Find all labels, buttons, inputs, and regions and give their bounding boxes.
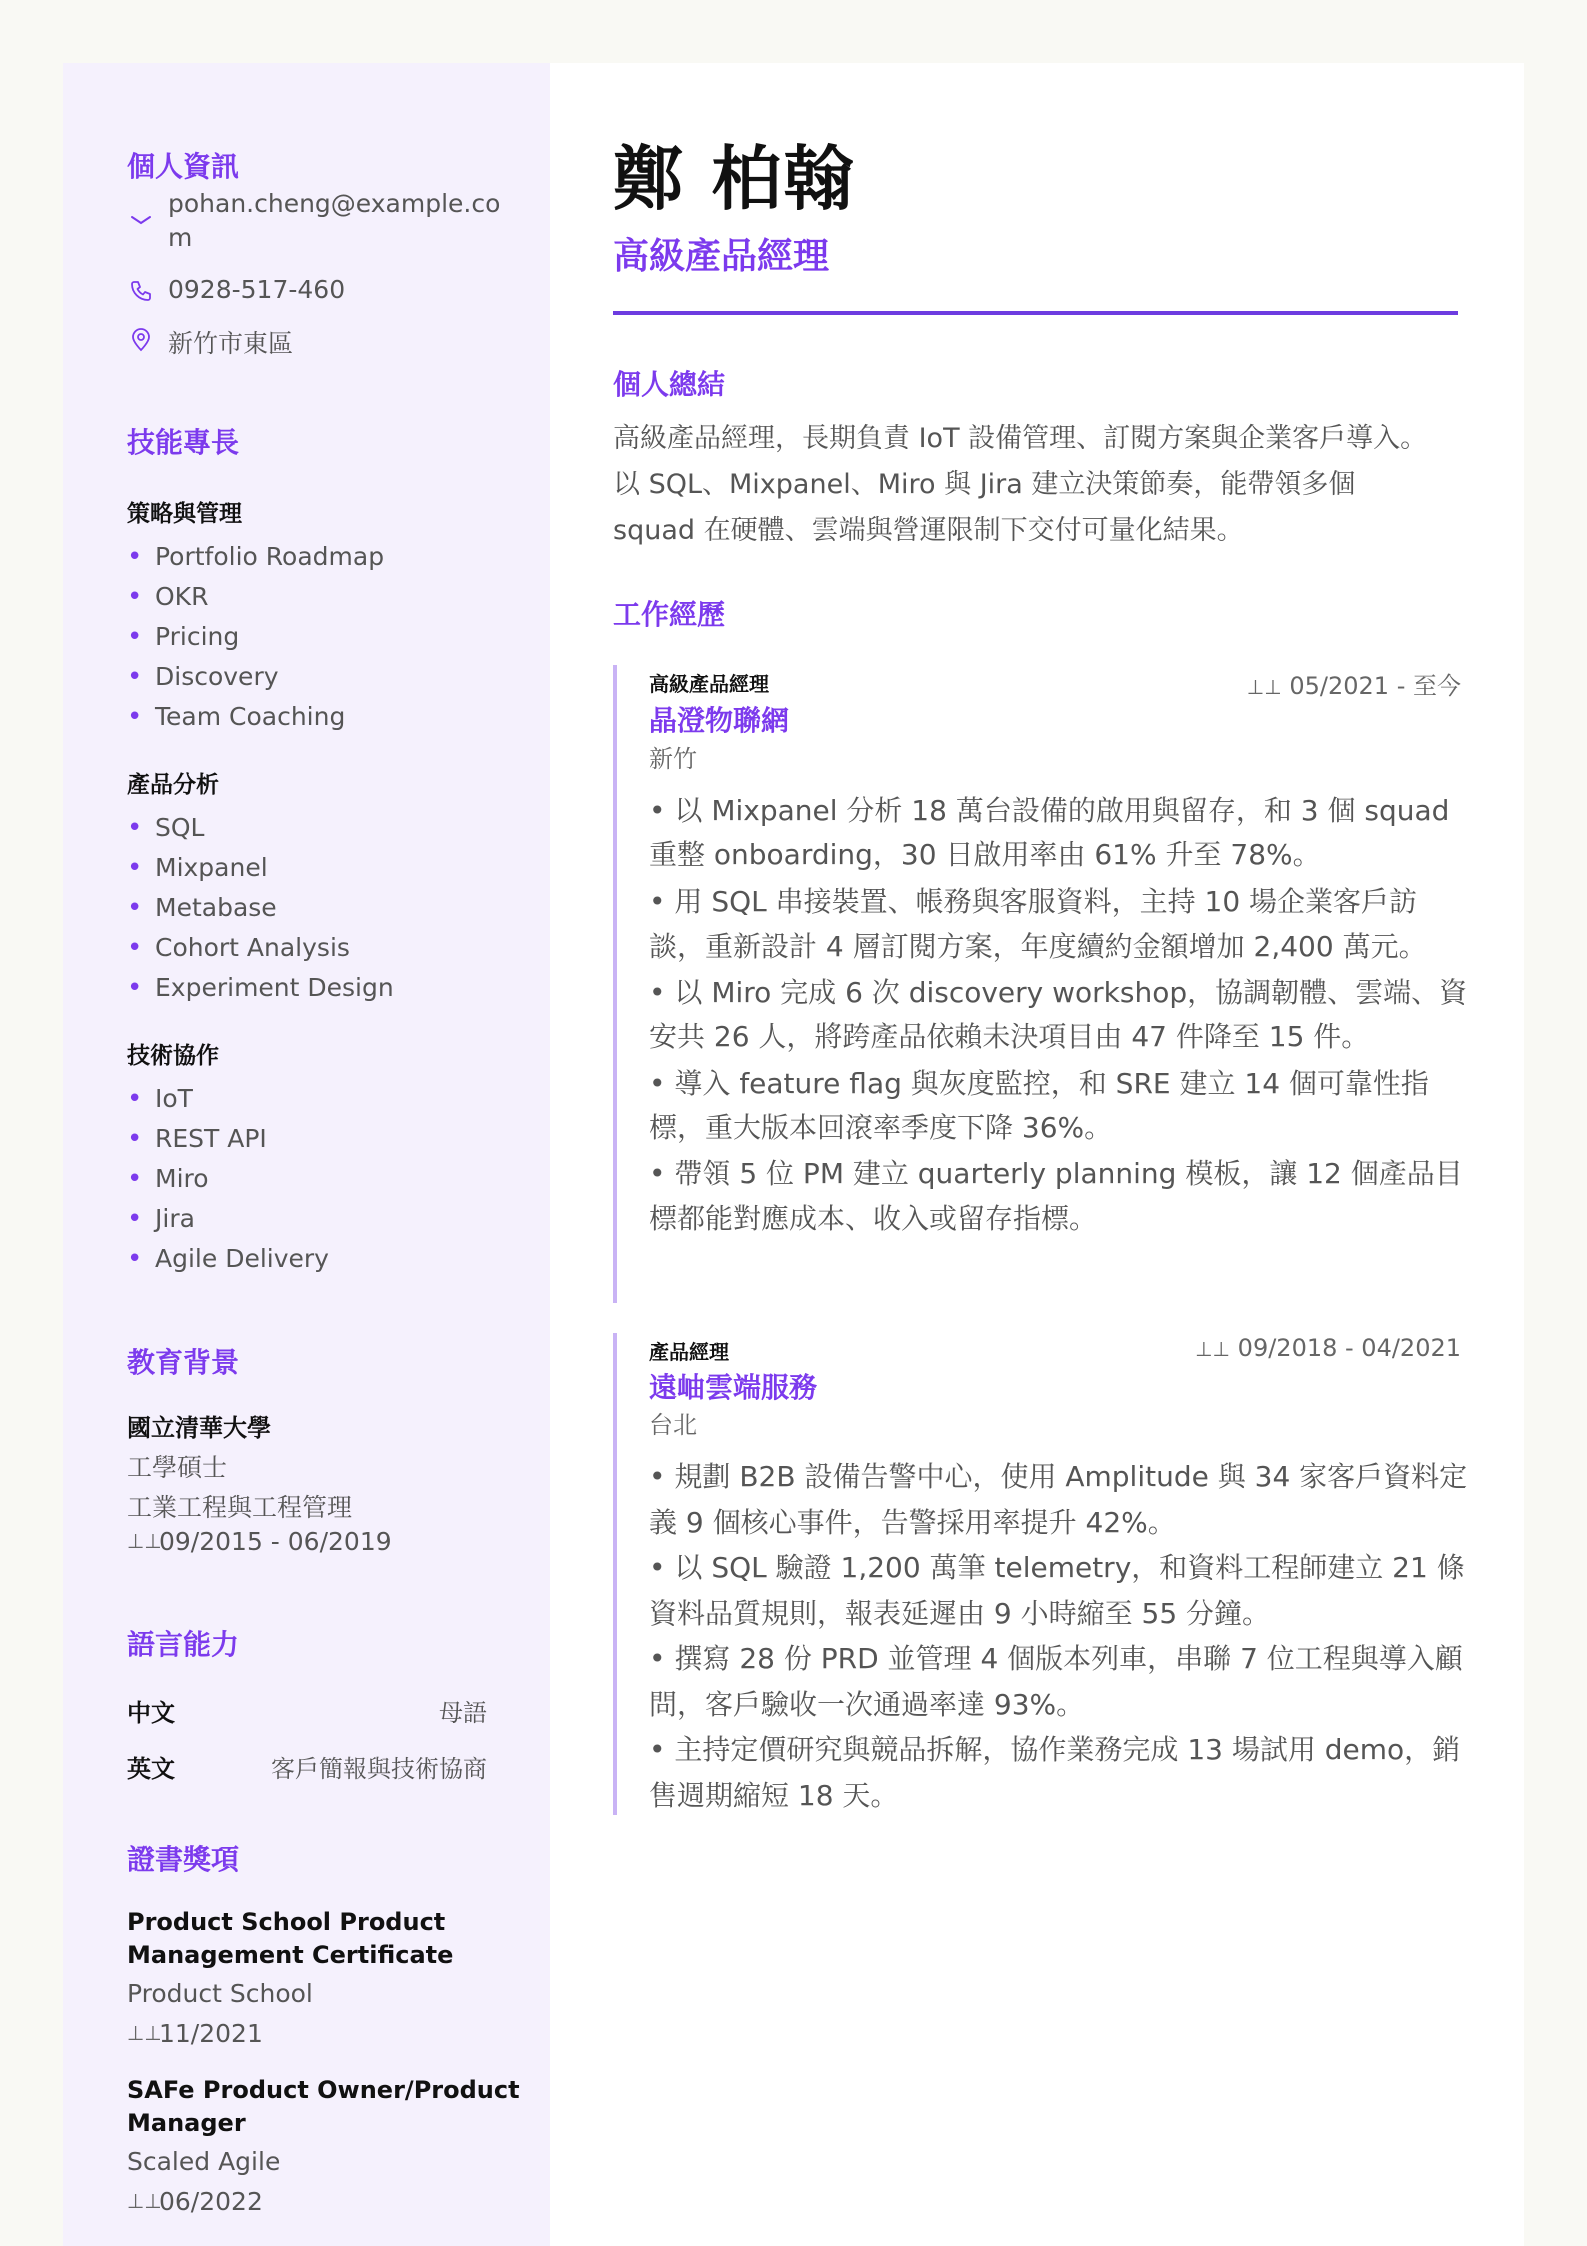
company-name: 晶澄物聯網 xyxy=(649,704,790,737)
certificates-title: 證書獎項 xyxy=(127,1843,240,1876)
summary-line: squad 在硬體、雲端與營運限制下交付可量化結果。 xyxy=(613,515,1244,546)
calendar-icon: ⊥⊥ xyxy=(1246,675,1282,699)
cert-name: Management Certificate xyxy=(127,1941,454,1969)
experience-title: 工作經歷 xyxy=(613,598,726,631)
summary-line: 高級產品經理，長期負責 IoT 設備管理、訂閱方案與企業客戶導入。 xyxy=(613,423,1428,454)
bullet: • xyxy=(127,1164,143,1194)
skill-item: Pricing xyxy=(155,622,240,651)
job-bullet-line: 重整 onboarding，30 日啟用率由 61% 升至 78%。 xyxy=(649,838,1321,871)
job-bullet-line: • 用 SQL 串接裝置、帳務與客服資料，主持 10 場企業客戶訪 xyxy=(649,885,1418,918)
bullet: • xyxy=(127,813,143,843)
skills-title: 技能專長 xyxy=(127,426,240,459)
job-bullet-line: 標都能對應成本、收入或留存指標。 xyxy=(649,1202,1098,1235)
skill-item: IoT xyxy=(155,1084,193,1113)
bullet: • xyxy=(127,1084,143,1114)
job-bullet-line: 資料品質規則，報表延遲由 9 小時縮至 55 分鐘。 xyxy=(649,1597,1271,1630)
skill-item: Cohort Analysis xyxy=(155,933,350,962)
email-line-1[interactable]: pohan.cheng@example.co xyxy=(168,189,501,218)
bullet: • xyxy=(127,933,143,963)
job-bullet-line: 售週期縮短 18 天。 xyxy=(649,1779,899,1812)
calendar-icon: ⊥⊥ xyxy=(127,1529,162,1553)
person-name: 鄭 柏翰 xyxy=(613,138,856,220)
school-name: 國立清華大學 xyxy=(127,1414,271,1442)
skill-item: Experiment Design xyxy=(155,973,394,1002)
education-title: 教育背景 xyxy=(127,1346,240,1379)
skill-item: SQL xyxy=(155,813,205,842)
job-bullet-line: 談，重新設計 4 層訂閱方案，年度續約金額增加 2,400 萬元。 xyxy=(649,930,1427,963)
summary-line: 以 SQL、Mixpanel、Miro 與 Jira 建立決策節奏，能帶領多個 xyxy=(613,469,1356,500)
bullet: • xyxy=(127,1124,143,1154)
mail-icon xyxy=(129,208,153,232)
location-pin-icon xyxy=(129,328,153,352)
bullet: • xyxy=(127,702,143,732)
skill-item: Miro xyxy=(155,1164,209,1193)
cert-name: Manager xyxy=(127,2109,246,2137)
bullet: • xyxy=(127,662,143,692)
language-level: 客戶簡報與技術協商 xyxy=(271,1755,487,1783)
skill-item: Jira xyxy=(155,1204,195,1233)
degree: 工學碩士 xyxy=(127,1453,228,1482)
cert-date: 11/2021 xyxy=(159,2019,263,2048)
skill-item: Metabase xyxy=(155,893,277,922)
cert-issuer: Product School xyxy=(127,1979,313,2008)
job-role: 高級產品經理 xyxy=(649,672,769,696)
calendar-icon: ⊥⊥ xyxy=(127,2189,162,2213)
job-role: 產品經理 xyxy=(649,1340,729,1364)
bullet: • xyxy=(127,582,143,612)
email-line-2[interactable]: m xyxy=(168,223,193,252)
language-name: 英文 xyxy=(127,1755,175,1783)
cert-name: Product School Product xyxy=(127,1908,446,1936)
skill-item: Agile Delivery xyxy=(155,1244,329,1273)
bullet: • xyxy=(127,973,143,1003)
cert-name: SAFe Product Owner/Product xyxy=(127,2076,520,2104)
job-bullet-line: • 規劃 B2B 設備告警中心，使用 Amplitude 與 34 家客戶資料定 xyxy=(649,1460,1468,1493)
job-dates xyxy=(1247,666,1461,701)
job-bullet-line: 義 9 個核心事件，告警採用率提升 42%。 xyxy=(649,1506,1176,1539)
cert-issuer: Scaled Agile xyxy=(127,2147,281,2176)
skill-item: Discovery xyxy=(155,662,279,691)
job-bullet-line: 問，客戶驗收一次通過率達 93%。 xyxy=(649,1688,1085,1721)
skill-item: OKR xyxy=(155,582,209,611)
personal-info-title: 個人資訊 xyxy=(127,150,240,183)
job-bullet-line: • 帶領 5 位 PM 建立 quarterly planning 模板，讓 12 個產品目 xyxy=(649,1157,1463,1190)
main-content xyxy=(550,63,1524,2246)
job-bullet-line: • 以 SQL 驗證 1,200 萬筆 telemetry，和資料工程師建立 21 條 xyxy=(649,1551,1465,1584)
bullet: • xyxy=(127,542,143,572)
job-location: 新竹 xyxy=(649,745,697,773)
calendar-icon: ⊥⊥ xyxy=(1195,1337,1231,1361)
skill-group-title: 技術協作 xyxy=(127,1043,219,1069)
skill-item: Portfolio Roadmap xyxy=(155,542,385,571)
education-dates: 09/2015 - 06/2019 xyxy=(159,1527,392,1556)
location-text: 新竹市東區 xyxy=(168,329,294,358)
major: 工業工程與工程管理 xyxy=(127,1493,353,1522)
job-date-text: 09/2018 - 04/2021 xyxy=(1237,1334,1461,1362)
job-bullet-line: • 以 Miro 完成 6 次 discovery workshop，協調韌體、雲端、資 xyxy=(649,976,1468,1009)
header-divider xyxy=(613,311,1458,315)
job-bullet-line: 標，重大版本回滾率季度下降 36%。 xyxy=(649,1111,1113,1144)
bullet: • xyxy=(127,1204,143,1234)
language-name: 中文 xyxy=(127,1699,175,1727)
sidebar xyxy=(63,63,550,2246)
job-accent-bar xyxy=(613,665,617,1303)
company-name: 遠岫雲端服務 xyxy=(649,1371,818,1404)
calendar-icon: ⊥⊥ xyxy=(127,2021,162,2045)
resume-page xyxy=(63,63,1524,2246)
skill-item: REST API xyxy=(155,1124,267,1153)
phone-text[interactable]: 0928-517-460 xyxy=(168,275,346,304)
job-dates xyxy=(1195,1334,1461,1362)
job-date-text: 05/2021 - 至今 xyxy=(1289,672,1461,700)
job-bullet-line: • 撰寫 28 份 PRD 並管理 4 個版本列車，串聯 7 位工程與導入顧 xyxy=(649,1642,1463,1675)
bullet: • xyxy=(127,1244,143,1274)
job-title: 高級產品經理 xyxy=(613,236,830,277)
job-bullet-line: • 主持定價研究與競品拆解，協作業務完成 13 場試用 demo，銷 xyxy=(649,1733,1461,1766)
phone-icon xyxy=(129,279,153,303)
language-level: 母語 xyxy=(439,1699,487,1727)
bullet: • xyxy=(127,893,143,923)
cert-date: 06/2022 xyxy=(159,2187,263,2216)
skill-group-title: 產品分析 xyxy=(127,772,219,798)
job-bullet-line: • 導入 feature flag 與灰度監控，和 SRE 建立 14 個可靠性指 xyxy=(649,1067,1429,1100)
skill-item: Team Coaching xyxy=(155,702,346,731)
job-accent-bar xyxy=(613,1333,617,1815)
summary-title: 個人總結 xyxy=(613,368,726,401)
skill-item: Mixpanel xyxy=(155,853,268,882)
skill-group-title: 策略與管理 xyxy=(127,501,242,527)
job-bullet-line: 安共 26 人，將跨產品依賴未決項目由 47 件降至 15 件。 xyxy=(649,1020,1370,1053)
bullet: • xyxy=(127,622,143,652)
bullet: • xyxy=(127,853,143,883)
job-location: 台北 xyxy=(649,1411,697,1439)
languages-title: 語言能力 xyxy=(127,1628,240,1661)
job-bullet-line: • 以 Mixpanel 分析 18 萬台設備的啟用與留存，和 3 個 squad xyxy=(649,794,1450,827)
